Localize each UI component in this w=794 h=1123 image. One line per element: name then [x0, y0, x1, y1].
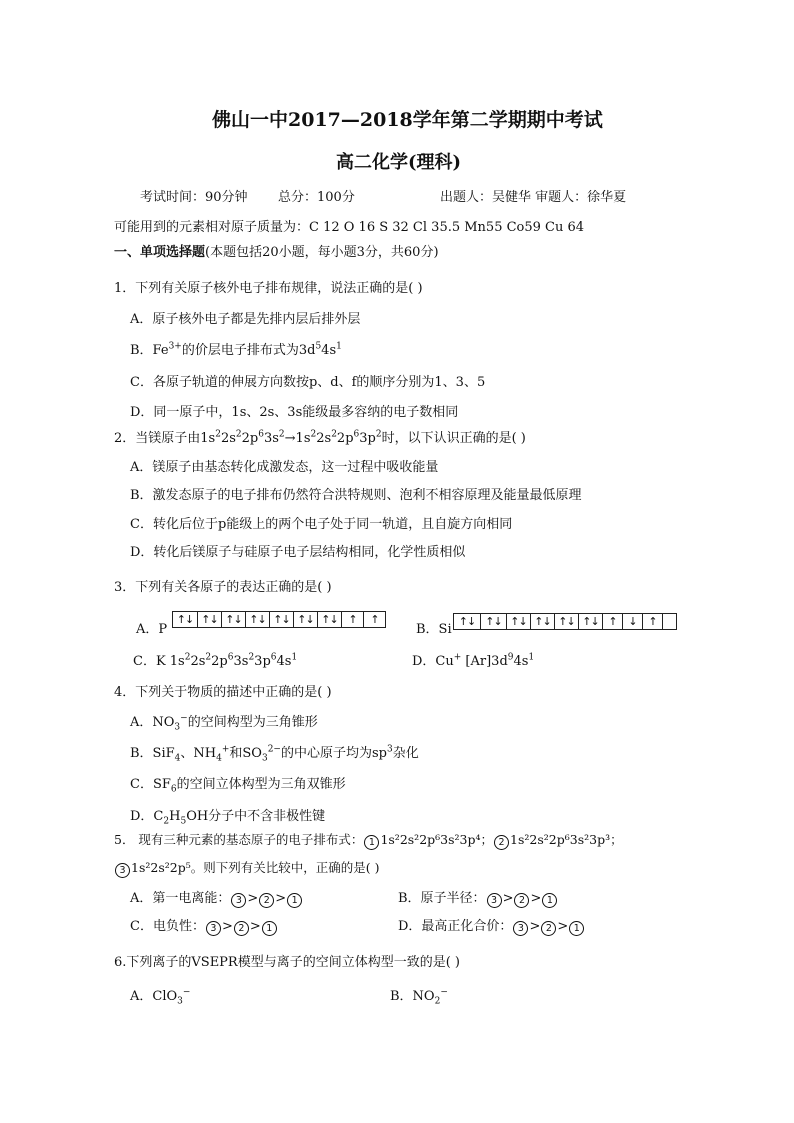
q4-b-sub1: 4	[174, 753, 181, 764]
q1-b-sup1: 5	[315, 341, 322, 352]
q4-a-suffix: 的空间构型为三角锥形	[187, 715, 318, 730]
q4-b-sup3: 3	[386, 744, 393, 755]
q3-c-m4: 3p	[254, 654, 271, 669]
q1-b-sup2: 1	[336, 341, 342, 352]
q3-si-orbital-cell: ↑↓	[458, 615, 476, 628]
q5-circled-1: 1	[364, 835, 379, 850]
q3-si-orbital-cell: ↑↓	[506, 614, 530, 629]
q3-p-orbital-cell: ↑↓	[221, 612, 245, 627]
q4-d-sub2: 5	[180, 816, 187, 827]
q3-p-orbital-cell: ↑↓	[245, 612, 269, 627]
q6-b-sub: 2	[434, 996, 441, 1007]
q3-si-orbital-cell: ↑↓	[530, 614, 554, 629]
q2-s-c8: 2	[375, 429, 382, 440]
q4-b-prefix: B．SiF	[130, 746, 175, 761]
q5-a-gt2: >	[275, 891, 287, 906]
q5-circled-3: 3	[115, 863, 130, 878]
q3-c-m5: 4s	[276, 654, 292, 669]
q3-p-orbital-cell: ↑	[341, 612, 363, 627]
q2-s-suffix: 时，以下认识正确的是( )	[381, 431, 526, 446]
q2-s-prefix: 2．当镁原子由1s	[114, 431, 216, 446]
q3-stem: 3．下列有关各原子的表达正确的是( )	[114, 580, 332, 595]
q3-d-charge: +	[453, 652, 462, 663]
q3-d-mid: [Ar]3d	[461, 654, 508, 669]
q5-b-c3: 3	[487, 893, 502, 908]
q1-option-b	[130, 339, 342, 358]
q5-b-gt1: >	[502, 891, 514, 906]
q4-option-b	[130, 742, 419, 764]
q5-stem-line1	[114, 830, 623, 850]
section-heading	[114, 241, 439, 260]
q6-stem: 6.下列离子的VSEPR模型与离子的空间立体构型一致的是( )	[114, 955, 460, 970]
q4-d-prefix: D．C	[130, 809, 164, 824]
q3-p-orbital-cell: ↑↓	[293, 612, 317, 627]
q5-circled-2: 2	[494, 835, 509, 850]
q3-c-m1: 2s	[190, 654, 206, 669]
q2-s-c5: 2	[310, 429, 317, 440]
q2-s-c6: 2	[331, 429, 337, 440]
q4-b-sub2: 4	[216, 753, 222, 764]
q5-a-gt1: >	[247, 891, 259, 906]
q5-a-label: A．第一电离能：	[130, 891, 231, 906]
exam-subtitle: 高二化学(理科)	[336, 152, 462, 173]
q5-c-label: C．电负性：	[130, 919, 205, 934]
q3-c-prefix: C．K 1s	[133, 654, 185, 669]
q4-d-suffix: OH分子中不含非极性键	[186, 809, 326, 824]
q3-p-orbital-cell: ↑↓	[197, 612, 221, 627]
q2-s-m1: 2s	[220, 431, 236, 446]
q3-d-mid2: 4s	[513, 654, 529, 669]
q3-option-a-label: A．P	[136, 622, 168, 637]
section-note: (本题包括20小题，每小题3分，共60分)	[205, 245, 439, 260]
q4-b-mid3: 的中心原子均为sp	[280, 746, 387, 761]
q5-a-c1: 1	[287, 893, 302, 908]
q3-c-s4: 2	[248, 652, 255, 663]
q5-b-label: B．原子半径：	[398, 891, 486, 906]
q3-c-s6: 1	[291, 652, 298, 663]
q1-b-charge: 3+	[168, 341, 182, 352]
q4-a-sup: −	[180, 713, 188, 724]
q3-option-b-label: B．Si	[416, 622, 452, 637]
q5-option-c	[130, 915, 278, 936]
q3-d-s1: 9	[507, 652, 514, 663]
q5-d-c2: 2	[541, 921, 556, 936]
q3-si-orbital-cell: ↑↓	[480, 614, 506, 629]
q1-option-d: D．同一原子中，1s、2s、3s能级最多容纳的电子数相同	[130, 405, 459, 420]
q3-c-s5: 6	[270, 652, 277, 663]
q6-b-sup: −	[440, 987, 448, 998]
q1-stem: 1．下列有关原子核外电子排布规律，说法正确的是( )	[114, 281, 423, 296]
q3-c-s3: 6	[227, 652, 234, 663]
q5-option-d	[398, 915, 585, 936]
q2-s-m2: 2p	[241, 431, 259, 446]
q4-option-d	[130, 805, 326, 827]
q1-option-c: C．各原子轨道的伸展方向数按p、d、f的顺序分别为1、3、5	[130, 375, 486, 390]
q5-c-c2: 2	[234, 921, 249, 936]
q6-a-sup: −	[182, 987, 191, 998]
q2-stem	[114, 427, 526, 446]
q5-option-b	[398, 887, 558, 908]
q3-si-orbital-cell	[662, 614, 678, 629]
q4-b-mid2: 和SO	[229, 746, 262, 761]
q4-option-a	[130, 711, 318, 733]
q6-a-prefix: A．ClO	[130, 989, 178, 1004]
q2-s-c3: 6	[258, 429, 264, 440]
q3-d-prefix: D．Cu	[412, 654, 454, 669]
q3-si-orbital-cell: ↑↓	[554, 614, 578, 629]
q4-option-c	[130, 773, 346, 795]
q6-b-prefix: B．NO	[390, 989, 435, 1004]
q4-b-suffix: 杂化	[392, 746, 419, 761]
q4-d-mid: H	[169, 809, 181, 824]
q5-c-c1: 1	[262, 921, 277, 936]
q2-s-c7: 6	[353, 429, 360, 440]
q3-option-c	[133, 650, 297, 669]
q2-option-a: A．镁原子由基态转化成激发态，这一过程中吸收能量	[130, 460, 439, 475]
q5-a-c2: 2	[259, 893, 274, 908]
exam-authors: 出题人：吴健华 审题人：徐华夏	[440, 190, 627, 205]
q4-stem: 4．下列关于物质的描述中正确的是( )	[114, 685, 332, 700]
q2-s-c1: 2	[215, 429, 221, 440]
q2-option-d: D．转化后镁原子与硅原子电子层结构相同，化学性质相似	[130, 545, 466, 560]
q3-c-m3: 3s	[233, 654, 249, 669]
atomic-masses: 可能用到的元素相对原子质量为：C 12 O 16 S 32 Cl 35.5 Mn55 Co59 Cu 64	[114, 220, 585, 235]
q5-config-1: 1s²2s²2p⁶3s²3p⁴；	[380, 832, 494, 847]
exam-title: 佛山一中2017—2018学年第二学期期中考试	[212, 109, 603, 131]
q2-s-c2: 2	[235, 429, 242, 440]
q2-option-c: C．转化后位于p能级上的两个电子处于同一轨道，且自旋方向相同	[130, 517, 513, 532]
q3-c-s1: 2	[184, 652, 191, 663]
q4-c-prefix: C．SF	[130, 777, 171, 792]
q5-c-c3: 3	[206, 921, 221, 936]
q5-prefix: 5． 现有三种元素的基态原子的电子排布式：	[114, 832, 364, 847]
q4-b-sup1: +	[221, 744, 230, 755]
q2-s-m6: 3p	[359, 431, 376, 446]
q3-orbital-diagram-si	[453, 613, 677, 630]
q3-p-orbital-cell: ↑↓	[176, 613, 194, 626]
q5-config-3: 1s²2s²2p⁵。则下列有关比较中，正确的是( )	[131, 860, 380, 875]
q5-d-c3: 3	[513, 921, 528, 936]
section-title: 一、单项选择题	[114, 245, 206, 260]
q2-option-b: B．激发态原子的电子排布仍然符合洪特规则、泡利不相容原理及能量最低原理	[130, 488, 582, 503]
q2-s-m5: 2p	[336, 431, 354, 446]
q3-c-s2: 2	[205, 652, 212, 663]
q1-b-mid2: 4s	[321, 343, 337, 358]
q4-d-sub1: 2	[163, 816, 170, 827]
q1-b-mid: 的价层电子排布式为3d	[181, 343, 316, 358]
q4-a-prefix: A．NO	[130, 715, 175, 730]
q5-stem-line2	[114, 858, 379, 878]
q6-option-a	[130, 985, 191, 1007]
q3-p-orbital-cell: ↑	[363, 612, 385, 627]
q3-si-orbital-cell: ↑↓	[578, 614, 602, 629]
exam-time: 考试时间：90分钟	[140, 190, 248, 205]
q3-d-s2: 1	[528, 652, 535, 663]
q1-option-a: A．原子核外电子都是先排内层后排外层	[130, 312, 361, 327]
q3-si-orbital-cell: ↑	[642, 614, 662, 629]
q5-b-gt2: >	[530, 891, 542, 906]
q3-c-m2: 2p	[211, 654, 228, 669]
q5-b-c2: 2	[514, 893, 529, 908]
q4-b-sub3: 3	[261, 753, 268, 764]
q2-s-m4: 2s	[316, 431, 332, 446]
q5-d-gt1: >	[529, 919, 541, 934]
q4-b-mid1: 、NH	[180, 746, 217, 761]
q5-d-label: D．最高正化合价：	[398, 919, 513, 934]
q3-option-d	[412, 650, 534, 669]
q5-d-gt2: >	[557, 919, 569, 934]
q3-si-orbital-cell: ↑	[602, 614, 622, 629]
q4-c-suffix: 的空间立体构型为三角双锥形	[176, 777, 346, 792]
q6-option-b	[390, 985, 448, 1007]
q4-c-sub: 6	[170, 784, 177, 795]
q2-s-m3: 3s	[263, 431, 279, 446]
q5-c-gt2: >	[249, 919, 261, 934]
q5-c-gt1: >	[221, 919, 233, 934]
q2-s-c4: 2	[278, 429, 285, 440]
q1-b-prefix: B．Fe	[130, 343, 169, 358]
q6-a-sub: 3	[177, 996, 183, 1007]
q5-b-c1: 1	[542, 893, 557, 908]
q3-p-orbital-cell: ↑↓	[269, 612, 293, 627]
q5-option-a	[130, 887, 303, 908]
q3-p-orbital-cell	[385, 612, 407, 627]
q5-d-c1: 1	[569, 921, 584, 936]
q3-si-orbital-cell: ↓	[622, 614, 642, 629]
q2-s-arrow: →1s	[284, 431, 311, 446]
q3-p-orbital-cell: ↑↓	[317, 612, 341, 627]
q4-b-sup2: 2−	[267, 744, 281, 755]
q3-orbital-diagram-p	[172, 611, 386, 628]
q5-config-2: 1s²2s²2p⁶3s²3p³；	[510, 832, 623, 847]
q5-a-c3: 3	[231, 893, 246, 908]
total-score: 总分：100分	[278, 190, 355, 205]
q4-a-sub: 3	[174, 722, 181, 733]
